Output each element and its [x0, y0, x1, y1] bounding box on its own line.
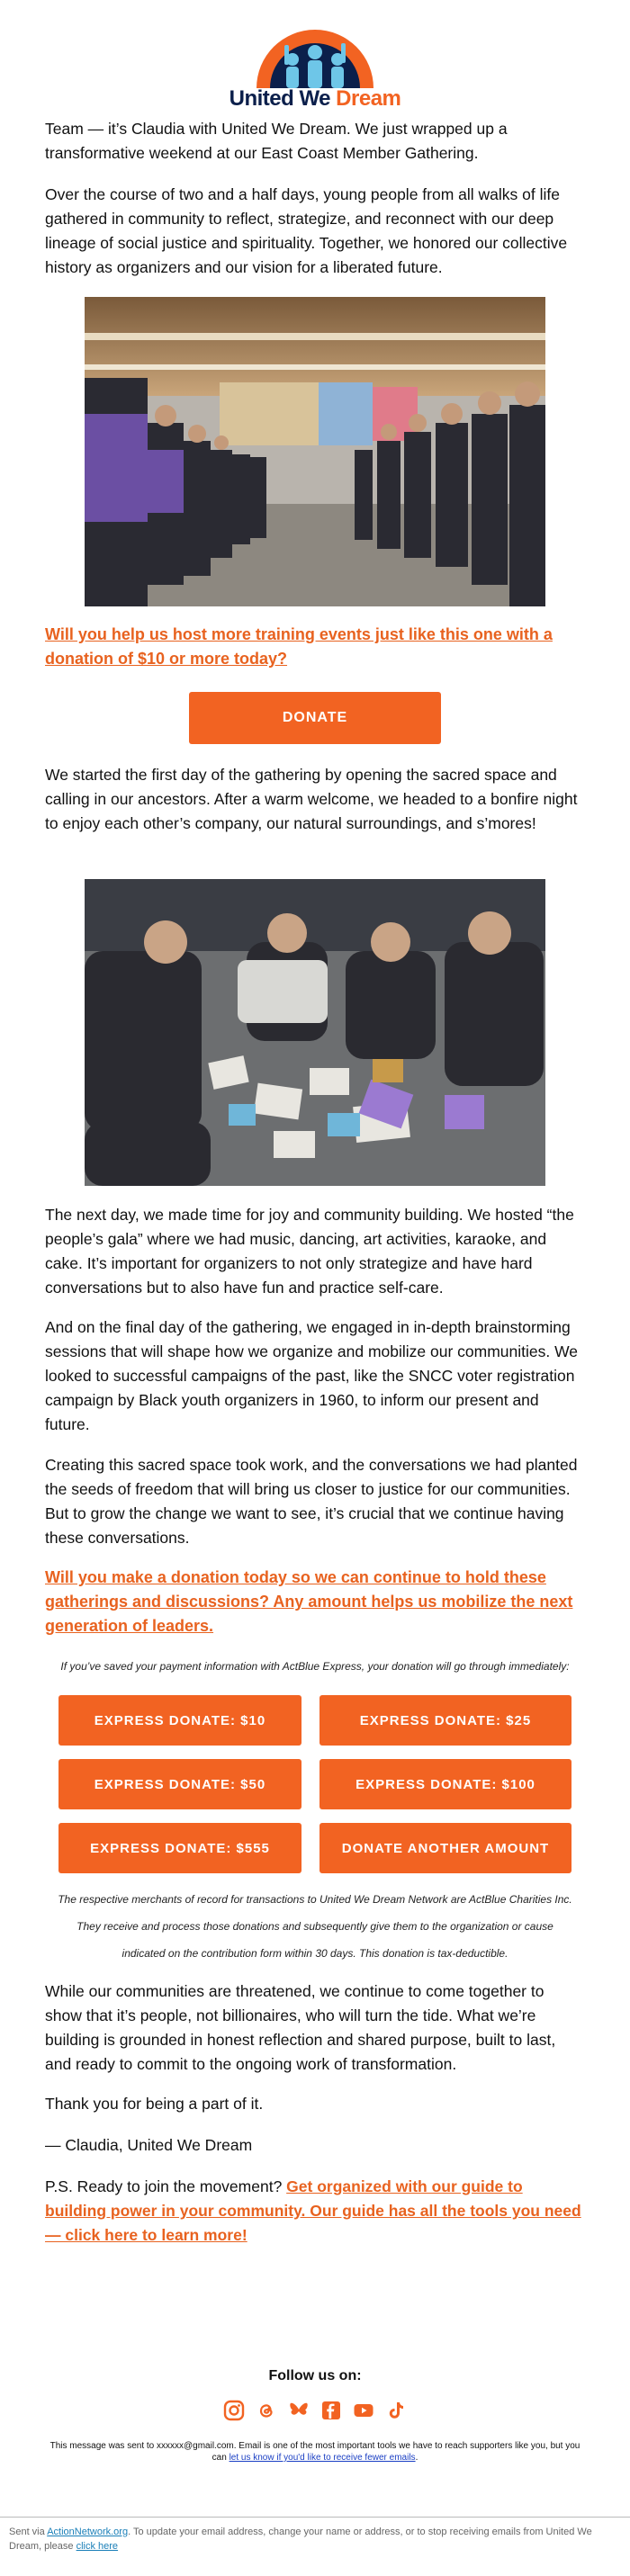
logo-emblem-icon — [252, 25, 378, 88]
day-three-block — [45, 1315, 585, 1437]
paragraph-overview: Over the course of two and a half days, young people from all walks of life gathered in community to reflect, strategize, and reconnect with our deep lineage of social justice and spirituality. Together, we honored our collective history as organizers and our vision for a liberated future. — [45, 185, 568, 276]
paragraph-day-two: The next day, we made time for joy and community building. We hosted “the people’s gala” where we had music, dancing, art activities, karaoke, and cake. It’s important for organizers to not only strategize and have hard conversations but to also have fun and practice self-care. — [45, 1206, 574, 1297]
express-donate-10-button[interactable]: EXPRESS DONATE: $10 — [58, 1695, 302, 1746]
ps-prefix: P.S. Ready to join the movement? — [45, 2177, 287, 2195]
cta-block-1 — [45, 623, 585, 671]
bottom-middle: . To update your email address, change your name or address, or to stop receiving emails from United We Dream, please — [9, 2527, 592, 2552]
day-two-block — [45, 1203, 585, 1300]
closing-block — [45, 1979, 585, 2077]
logo-wordmark-part2: Dream — [336, 86, 401, 111]
express-note: If you’ve saved your payment information with ActBlue Express, your donation will go through immediately: — [60, 1660, 570, 1673]
bottom-divider — [0, 2517, 630, 2518]
cta-link-donate-gatherings[interactable]: Will you make a donation today so we can continue to hold these gatherings and discussions? Any amount helps us mobilize the next generation of leaders. — [45, 1568, 573, 1635]
express-donate-25-button[interactable]: EXPRESS DONATE: $25 — [320, 1695, 572, 1746]
footer-note-text: This message was sent to xxxxxx@gmail.com. Email is one of the most important tools we have to reach supporters like you, but you can — [50, 2441, 580, 2463]
bottom-text — [9, 2525, 621, 2554]
paragraph-ps — [45, 2175, 585, 2248]
signoff-block — [45, 2133, 585, 2158]
day-one-block — [45, 763, 585, 836]
overview-block — [45, 183, 585, 280]
footer-note — [45, 2440, 585, 2464]
cta-link-training-events[interactable]: Will you help us host more training events just like this one with a donation of $10 or more today? — [45, 625, 553, 668]
photo-art-activity — [85, 879, 545, 1186]
cta-block-2 — [45, 1566, 585, 1638]
logo — [0, 16, 630, 111]
bluesky-icon[interactable] — [287, 2399, 310, 2422]
unsubscribe-link[interactable]: click here — [76, 2541, 119, 2552]
express-donate-50-button[interactable]: EXPRESS DONATE: $50 — [58, 1759, 302, 1809]
disclaimer: The respective merchants of record for transactions to United We Dream Network are ActBlue Charities Inc. They receive and process those donations and subsequently give them to the organization or cause indicated on the contribution form within 30 days. This donation is tax-deductible. — [58, 1893, 572, 1960]
paragraph-day-three: And on the final day of the gathering, we engaged in in-depth brainstorming sessions that will shape how we organize and mobilize our communities. We looked to successful campaigns of the past, like the SNCC voter registration campaign by Black youth organizers in 1960, to inform our present and future. — [45, 1318, 579, 1433]
instagram-icon[interactable] — [222, 2399, 246, 2422]
express-donate-555-button[interactable]: EXPRESS DONATE: $555 — [58, 1823, 302, 1873]
threads-icon[interactable] — [255, 2399, 278, 2422]
tiktok-icon[interactable] — [384, 2399, 408, 2422]
logo-wordmark-part1: United We — [229, 86, 337, 111]
signoff: — Claudia, United We Dream — [45, 2136, 253, 2154]
bottom-prefix: Sent via — [9, 2527, 48, 2537]
logo-wordmark — [0, 86, 630, 112]
actionnetwork-link[interactable]: ActionNetwork.org — [47, 2527, 129, 2537]
facebook-icon[interactable] — [320, 2399, 343, 2422]
ps-block — [45, 2175, 585, 2248]
paragraph-day-one: We started the first day of the gathering by opening the sacred space and calling in our ancestors. After a warm welcome, we headed to a bonfire night to enjoy each other’s company, our natural surroundings, and s’mores! — [45, 766, 578, 832]
paragraph-intro: Team — it’s Claudia with United We Dream. We just wrapped up a transformative weekend at our East Coast Member Gathering. — [45, 120, 508, 162]
sacred-space-block — [45, 1453, 585, 1550]
paragraph-thanks: Thank you for being a part of it. — [45, 2095, 264, 2113]
express-donate-100-button[interactable]: EXPRESS DONATE: $100 — [320, 1759, 572, 1809]
paragraph-closing: While our communities are threatened, we continue to come together to show that it’s people, not billionaires, who will turn the tide. What we’re building is grounded in honest reflection and shared purpose, built to last, and ready to commit to the ongoing work of transformation. — [45, 1982, 556, 2073]
social-icons — [0, 2399, 630, 2422]
footer-note-end: . — [415, 2453, 418, 2463]
follow-label: Follow us on: — [268, 2368, 362, 2383]
paragraph-sacred-space: Creating this sacred space took work, and the conversations we had planted the seeds of freedom that will bring us closer to justice for our communities. But to grow the change we want to see, it’s crucial that we continue having these conversations. — [45, 1456, 578, 1547]
fewer-emails-link[interactable]: let us know if you'd like to receive fewer emails — [229, 2453, 416, 2463]
intro-block — [45, 117, 585, 166]
thanks-block — [45, 2092, 585, 2116]
youtube-icon[interactable] — [352, 2399, 375, 2422]
donate-button[interactable]: DONATE — [189, 692, 441, 744]
donate-another-amount-button[interactable]: DONATE ANOTHER AMOUNT — [320, 1823, 572, 1873]
ps-guide-link[interactable]: Get organized with our guide to building power in your community. Our guide has all the tools you need — click here to learn more! — [45, 2177, 581, 2244]
photo-gathering-circle — [85, 297, 545, 606]
